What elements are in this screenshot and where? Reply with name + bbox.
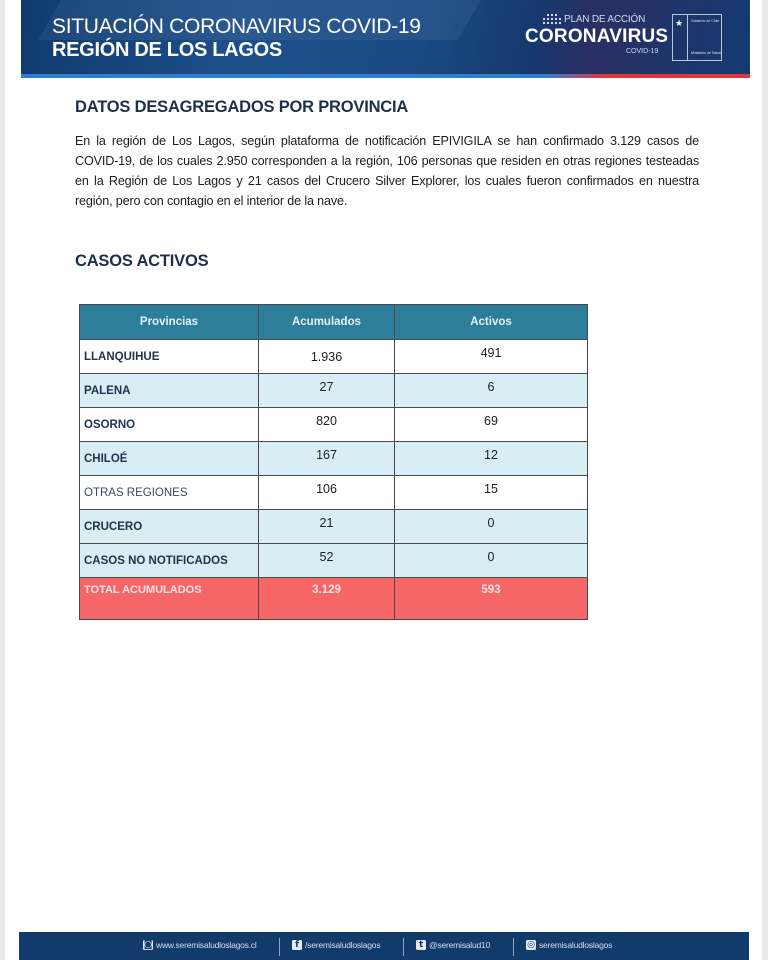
table-row [80,340,588,374]
cell-activos: 0 [395,544,588,578]
logo-divider [687,15,688,60]
footer-bar [19,932,749,960]
footer-instagram-link[interactable] [526,940,612,950]
plan-de-accion-logo [522,12,669,62]
footer-facebook-link[interactable] [292,940,380,950]
cell-activos: 15 [395,476,588,510]
header-underline [21,74,750,78]
footer-twitter-text: @seremisalud10 [429,940,491,950]
cell-provincia: OTRAS REGIONES [80,476,259,510]
cell-acumulados: 52 [259,544,395,578]
cell-acumulados: 106 [259,476,395,510]
cell-acumulados: 27 [259,374,395,408]
cell-acumulados: 820 [259,408,395,442]
cell-total-acumulados: 3.129 [259,578,395,620]
footer-website-text: www.seremisaludloslagos.cl [156,940,257,950]
section-title-casos-activos: CASOS ACTIVOS [75,252,209,270]
footer-separator [513,938,514,956]
table-row [80,408,588,442]
instagram-icon: ◎ [527,940,535,950]
footer-website-link[interactable] [143,940,257,950]
table-total-row [80,578,588,620]
cell-provincia: OSORNO [80,408,259,442]
column-header-provincias: Provincias [80,305,259,340]
government-logo [672,14,722,61]
twitter-icon: t [416,940,426,950]
table-header-row [80,305,588,340]
dome-dots-icon [542,13,562,25]
column-header-activos: Activos [395,305,588,340]
cell-provincia: CASOS NO NOTIFICADOS [80,544,259,578]
web-icon: ◙ [143,940,153,950]
cell-activos: 6 [395,374,588,408]
cell-provincia: CRUCERO [80,510,259,544]
gov-logo-line1: Gobierno de Chile [691,19,720,23]
table-row [80,442,588,476]
gov-logo-line2: Ministerio de Salud [691,51,721,55]
plan-logo-sub-text: COVID-19 [626,48,659,55]
section-title-datos: DATOS DESAGREGADOS POR PROVINCIA [75,98,409,116]
footer-separator [403,938,404,956]
intro-paragraph: En la región de Los Lagos, según plataforma de notificación EPIVIGILA se han confirmado 3.129 casos de COVID-19, de los cuales 2.950 corresponden a la región, 106 personas que residen en otras regiones testeadas en la Región de Los Lagos y 21 casos del Crucero Silver Explorer, los cuales fueron confirmados en nuestra región, pero con contagio en el interior de la nave. [75,134,699,208]
footer-instagram-text: seremisaludloslagos [539,940,613,950]
cell-activos: 0 [395,510,588,544]
footer-separator [279,938,280,956]
cell-provincia: CHILOÉ [80,442,259,476]
plan-logo-top-text: PLAN DE ACCIÓN [564,14,646,25]
cell-total-activos: 593 [395,578,588,620]
footer-facebook-text: /seremisaludloslagos [305,940,381,950]
column-header-acumulados: Acumulados [259,305,395,340]
table-row [80,476,588,510]
cell-total-label: TOTAL ACUMULADOS [80,578,259,620]
cell-acumulados: 1.936 [259,340,395,374]
table-row [80,374,588,408]
cell-acumulados: 167 [259,442,395,476]
facebook-icon: f [292,940,302,950]
cell-activos: 491 [395,340,588,374]
star-icon: ★ [675,18,684,28]
header-title-line2: REGIÓN DE LOS LAGOS [52,39,282,61]
cell-activos: 69 [395,408,588,442]
cell-activos: 12 [395,442,588,476]
header-title-line1: SITUACIÓN CORONAVIRUS COVID-19 [52,15,421,38]
table-row [80,510,588,544]
table-row [80,544,588,578]
cell-acumulados: 21 [259,510,395,544]
cell-provincia: LLANQUIHUE [80,340,259,374]
cases-table [79,304,588,620]
footer-twitter-link[interactable] [416,940,490,950]
cell-provincia: PALENA [80,374,259,408]
plan-logo-main-text: CORONAVIRUS [525,26,669,47]
